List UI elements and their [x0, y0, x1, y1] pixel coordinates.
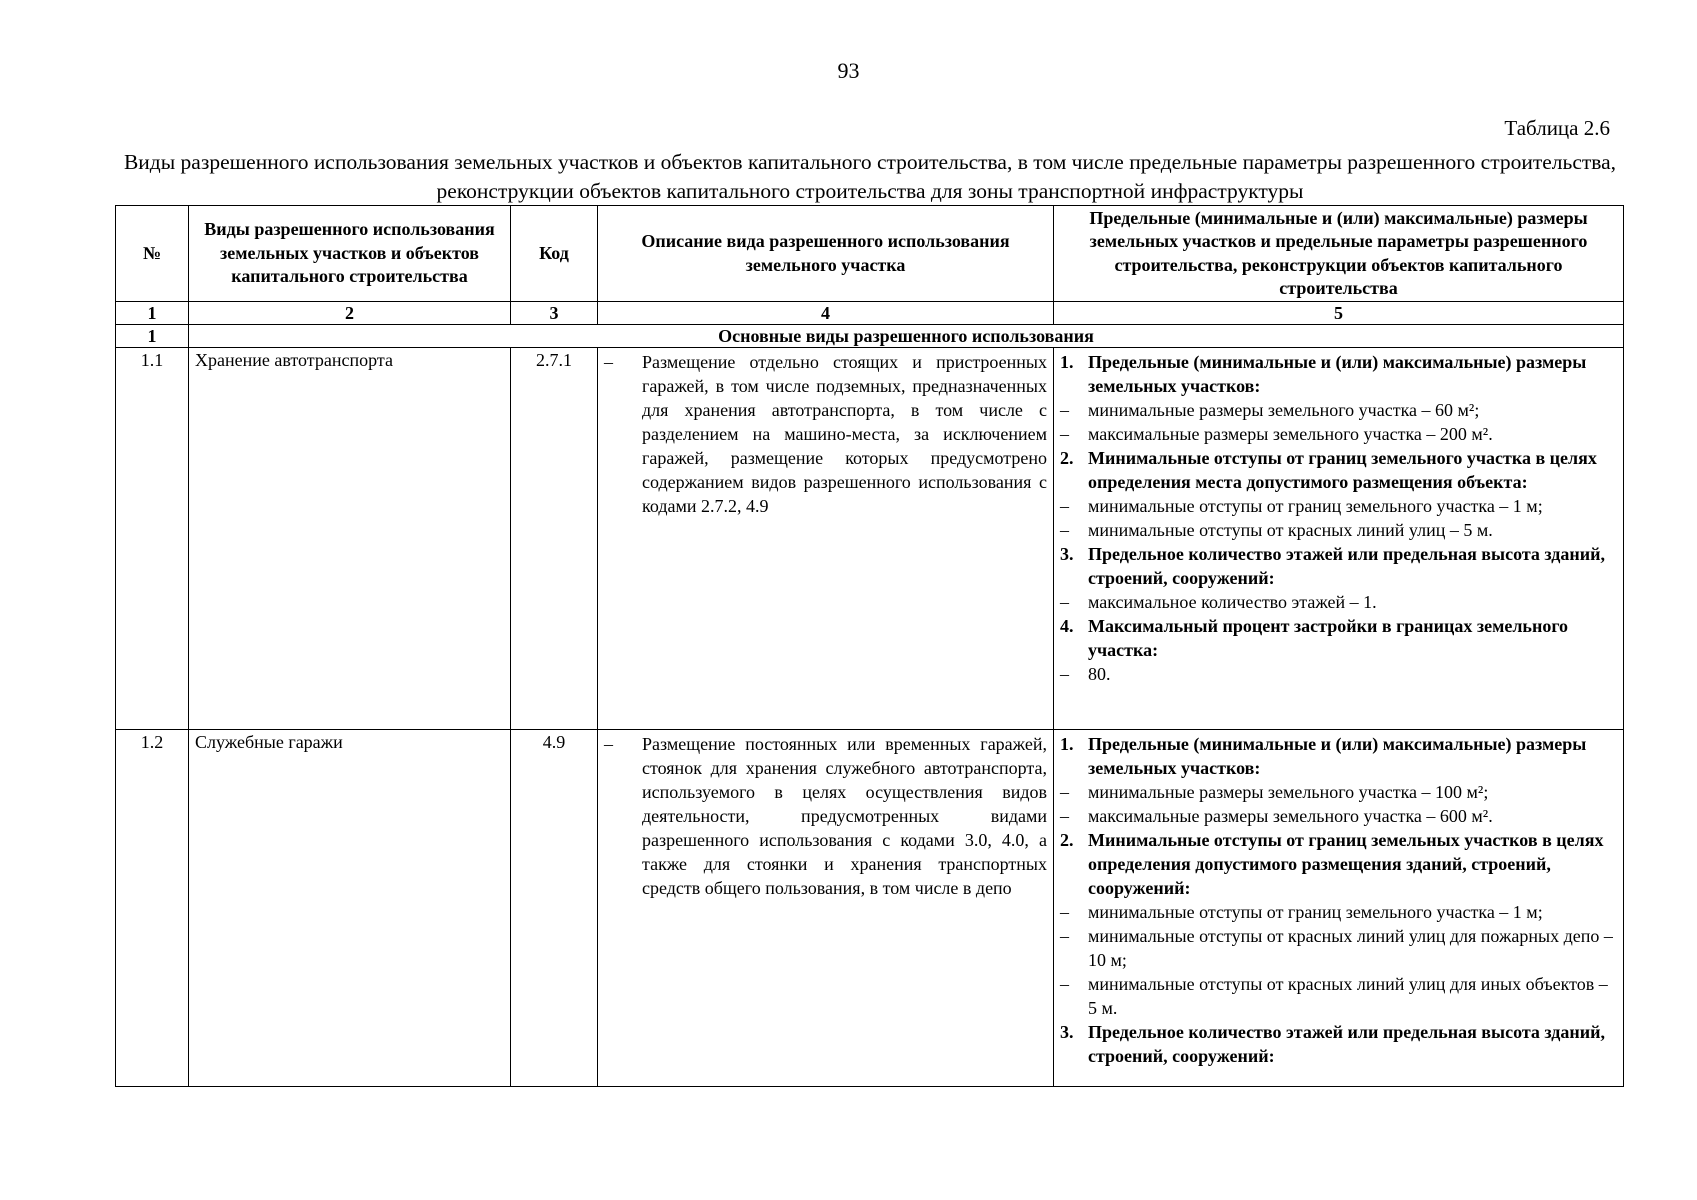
description-text: Размещение отдельно стоящих и пристроенных гаражей, в том числе подземных, предназначенных для хранения автотранспорта, в том числе с разделением на машино-места, за исключением гаражей, размещение которых предусмотрено содержанием видов разрешенного использования с кодами 2.7.2, 4.9: [642, 352, 1047, 516]
column-number: 1: [116, 302, 189, 325]
list-marker: –: [1060, 520, 1069, 540]
section-number: 1: [116, 325, 189, 348]
section-row: [116, 325, 1624, 348]
column-number-row: [116, 302, 1624, 325]
use-type-name: Служебные гаражи: [189, 730, 511, 1087]
list-marker: –: [1060, 400, 1069, 420]
header-description: Описание вида разрешенного использования земельного участка: [598, 206, 1054, 302]
header-no: №: [116, 206, 189, 302]
parameter-text: максимальные размеры земельного участка – 600 м².: [1088, 806, 1493, 826]
list-marker: 1.: [1060, 734, 1074, 754]
table-row: [116, 348, 1624, 730]
use-code: 2.7.1: [511, 348, 598, 730]
parameter-item: [1060, 494, 1617, 518]
parameter-item: [1060, 398, 1617, 422]
use-parameters: [1054, 348, 1624, 730]
parameter-item: [1060, 518, 1617, 542]
parameter-item: [1060, 542, 1617, 590]
parameter-text: Предельное количество этажей или предельная высота зданий, строений, сооружений:: [1088, 544, 1606, 588]
parameter-item: [1060, 732, 1617, 780]
use-code: 4.9: [511, 730, 598, 1087]
parameter-item: [1060, 828, 1617, 900]
list-marker: 4.: [1060, 616, 1074, 636]
header-params: Предельные (минимальные и (или) максимальные) размеры земельных участков и предельные параметры разрешенного строительства, реконструкции объектов капитального строительства: [1054, 206, 1624, 302]
parameter-text: минимальные размеры земельного участка – 60 м²;: [1088, 400, 1480, 420]
use-description: [598, 348, 1054, 730]
column-number: 5: [1054, 302, 1624, 325]
list-marker: –: [1060, 902, 1069, 922]
parameter-item: [1060, 614, 1617, 662]
list-marker: –: [1060, 926, 1069, 946]
parameter-item: [1060, 1020, 1617, 1068]
parameter-text: минимальные отступы от границ земельного участка – 1 м;: [1088, 496, 1543, 516]
parameter-text: Предельные (минимальные и (или) максимальные) размеры земельных участков:: [1088, 352, 1587, 396]
parameter-text: минимальные отступы от границ земельного участка – 1 м;: [1088, 902, 1543, 922]
parameter-text: максимальные размеры земельного участка – 200 м².: [1088, 424, 1493, 444]
table-title: Виды разрешенного использования земельных участков и объектов капитального строительства, в том числе предельные параметры разрешенного строительства, реконструкции объектов капитального строительства для зоны транспортной инфраструктуры: [123, 150, 1617, 203]
list-marker: 3.: [1060, 544, 1074, 564]
parameter-text: Минимальные отступы от границ земельного участка в целях определения места допустимого размещения объекта:: [1088, 448, 1597, 492]
description-text: Размещение постоянных или временных гаражей, стоянок для хранения служебного автотранспорта, используемого в целях осуществления видов деятельности, предусмотренных видами разрешенного использования с кодами 3.0, 4.0, а также для стоянки и хранения транспортных средств общего пользования, в том числе в депо: [642, 734, 1047, 898]
list-marker: –: [1060, 496, 1069, 516]
use-type-name: Хранение автотранспорта: [189, 348, 511, 730]
parameter-text: Минимальные отступы от границ земельных участков в целях определения допустимого размещения зданий, строений, сооружений:: [1088, 830, 1604, 898]
list-marker: 2.: [1060, 830, 1074, 850]
list-marker: –: [1060, 782, 1069, 802]
parameter-text: минимальные отступы от красных линий улиц для пожарных депо – 10 м;: [1088, 926, 1613, 970]
parameter-text: минимальные отступы от красных линий улиц для иных объектов – 5 м.: [1088, 974, 1608, 1018]
list-marker: 2.: [1060, 448, 1074, 468]
parameter-item: [1060, 662, 1617, 686]
parameter-item: [1060, 900, 1617, 924]
use-parameters: [1054, 730, 1624, 1087]
list-marker: –: [604, 352, 613, 372]
header-name: Виды разрешенного использования земельных участков и объектов капитального строительства: [189, 206, 511, 302]
column-number: 2: [189, 302, 511, 325]
parameter-item: [1060, 924, 1617, 972]
parameter-item: [1060, 972, 1617, 1020]
parameter-item: [1060, 422, 1617, 446]
parameter-text: Предельные (минимальные и (или) максимальные) размеры земельных участков:: [1088, 734, 1587, 778]
list-marker: –: [1060, 974, 1069, 994]
row-number: 1.1: [116, 348, 189, 730]
table-row: [116, 730, 1624, 1087]
parameter-text: максимальное количество этажей – 1.: [1088, 592, 1377, 612]
parameter-text: Предельное количество этажей или предельная высота зданий, строений, сооружений:: [1088, 1022, 1606, 1066]
use-description: [598, 730, 1054, 1087]
list-marker: –: [1060, 592, 1069, 612]
column-number: 4: [598, 302, 1054, 325]
parameter-item: [1060, 446, 1617, 494]
header-row: [116, 206, 1624, 302]
parameter-item: [1060, 804, 1617, 828]
list-marker: 1.: [1060, 352, 1074, 372]
parameter-item: [1060, 590, 1617, 614]
list-marker: –: [1060, 664, 1069, 684]
column-number: 3: [511, 302, 598, 325]
section-title: Основные виды разрешенного использования: [189, 325, 1624, 348]
parameter-item: [1060, 780, 1617, 804]
list-marker: 3.: [1060, 1022, 1074, 1042]
table-label: Таблица 2.6: [1504, 116, 1610, 140]
list-marker: –: [1060, 806, 1069, 826]
header-code: Код: [511, 206, 598, 302]
parameter-text: Максимальный процент застройки в границах земельного участка:: [1088, 616, 1569, 660]
page-number: 93: [837, 58, 860, 83]
parameter-text: минимальные отступы от красных линий улиц – 5 м.: [1088, 520, 1493, 540]
list-marker: –: [1060, 424, 1069, 444]
list-marker: –: [604, 734, 613, 754]
land-use-table: [115, 205, 1624, 1087]
row-number: 1.2: [116, 730, 189, 1087]
parameter-text: минимальные размеры земельного участка – 100 м²;: [1088, 782, 1489, 802]
parameter-item: [1060, 350, 1617, 398]
parameter-text: 80.: [1088, 664, 1111, 684]
